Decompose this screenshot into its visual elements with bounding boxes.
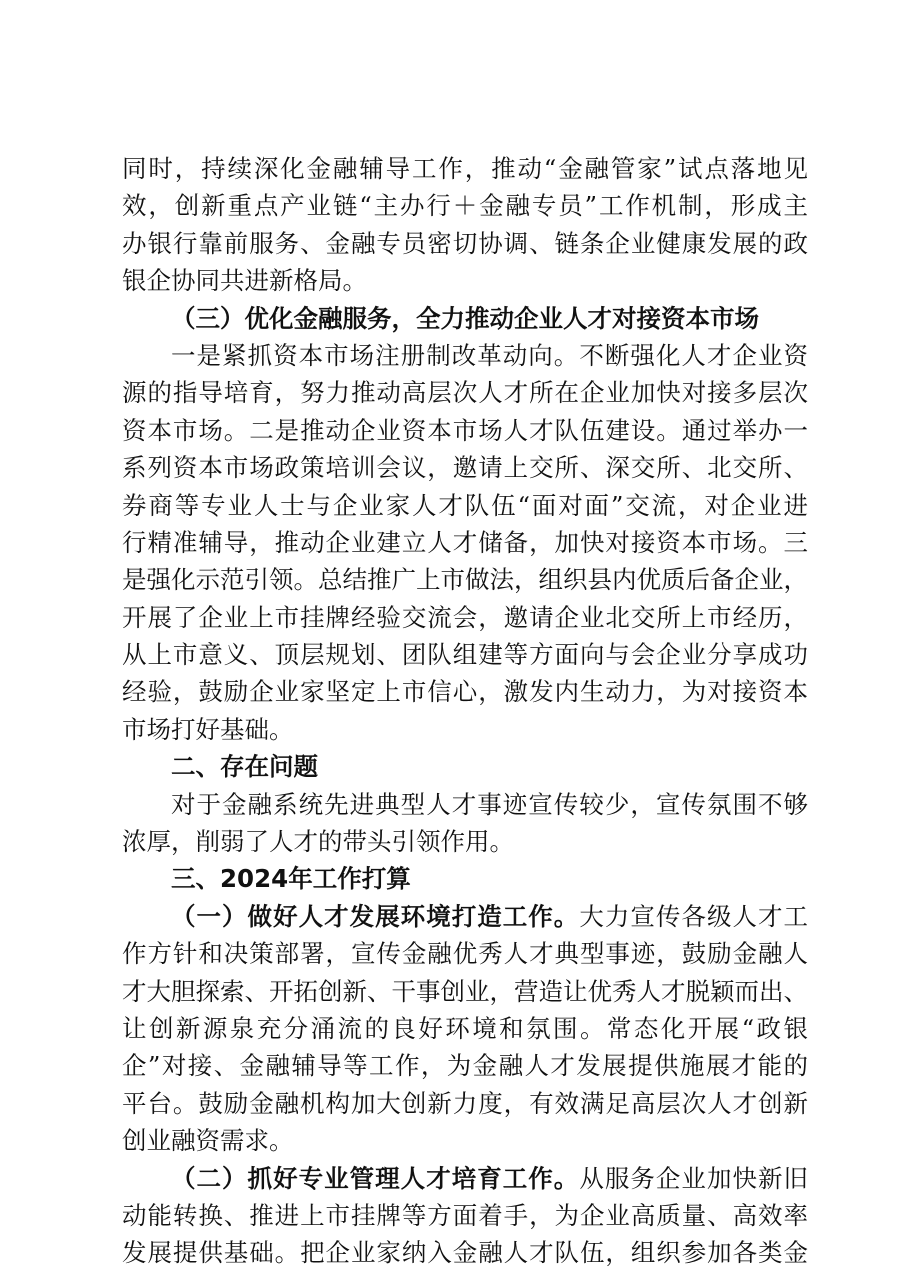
section-2-body <box>122 786 808 861</box>
text-line: 效，创新重点产业链“主办行＋金融专员”工作机制，形成主 <box>122 191 808 221</box>
subsection-3-heading: （三）优化金融服务，全力推动企业人才对接资本市场 <box>171 303 759 333</box>
text-line: 发展提供基础。把企业家纳入金融人才队伍，组织参加各类金 <box>122 1238 808 1268</box>
text-line: 开展了企业上市挂牌经验交流会，邀请企业北交所上市经历， <box>122 602 808 632</box>
plan-2-paragraph <box>122 1160 808 1272</box>
text-line: 券商等专业人士与企业家人才队伍“面对面”交流，对企业进 <box>122 490 808 520</box>
text-line: 让创新源泉充分涌流的良好环境和氛围。常态化开展“政银 <box>122 1013 808 1043</box>
text-line: 平台。鼓励金融机构加大创新力度，有效满足高层次人才创新 <box>122 1088 808 1118</box>
document-body <box>122 150 808 1272</box>
text-line: 银企协同共进新格局。 <box>122 266 367 296</box>
text-line: 浓厚，削弱了人才的带头引领作用。 <box>122 827 514 857</box>
text-line: 资本市场。二是推动企业资本市场人才队伍建设。通过举办一 <box>122 415 808 445</box>
plan-2-run-in-heading: （二）抓好专业管理人才培育工作。 <box>171 1163 580 1193</box>
text-line: 系列资本市场政策培训会议，邀请上交所、深交所、北交所、 <box>122 453 808 483</box>
text-line <box>122 1160 808 1197</box>
text-line: 源的指导培育，努力推动高层次人才所在企业加快对接多层次 <box>122 378 808 408</box>
plan-1-run-in-heading: （一）做好人才发展环境打造工作。 <box>171 901 580 931</box>
text-line: 经验，鼓励企业家坚定上市信心，激发内生动力，为对接资本 <box>122 677 808 707</box>
text-line: 同时，持续深化金融辅导工作，推动“金融管家”试点落地见 <box>122 154 808 183</box>
plan-1-first-line-text: 大力宣传各级人才工 <box>579 901 808 931</box>
text-line: 行精准辅导，推动企业建立人才储备，加快对接资本市场。三 <box>122 527 808 557</box>
text-line <box>122 898 808 935</box>
text-line: 创业融资需求。 <box>122 1126 294 1156</box>
plan-2-first-line-text: 从服务企业加快新旧 <box>579 1163 808 1193</box>
continuation-paragraph <box>122 150 808 300</box>
text-line: 才大胆探索、开拓创新、干事创业，营造让优秀人才脱颖而出、 <box>122 976 808 1006</box>
text-line: 办银行靠前服务、金融专员密切协调、链条企业健康发展的政 <box>122 228 808 258</box>
text-line: 对于金融系统先进典型人才事迹宣传较少，宣传氛围不够 <box>171 789 808 819</box>
section-2-heading: 二、存在问题 <box>171 752 318 782</box>
text-line: 一是紧抓资本市场注册制改革动向。不断强化人才企业资 <box>171 340 808 370</box>
text-line: 动能转换、推进上市挂牌等方面着手，为企业高质量、高效率 <box>122 1200 808 1230</box>
subsection-3-body <box>122 337 808 748</box>
text-line: 从上市意义、顶层规划、团队组建等方面向与会企业分享成功 <box>122 640 808 670</box>
plan-1-paragraph <box>122 898 808 1160</box>
section-3-heading: 三、2024年工作打算 <box>171 864 411 894</box>
text-line: 企”对接、金融辅导等工作，为金融人才发展提供施展才能的 <box>122 1051 808 1081</box>
text-line: 作方针和决策部署，宣传金融优秀人才典型事迹，鼓励金融人 <box>122 939 808 969</box>
text-line: 是强化示范引领。总结推广上市做法，组织县内优质后备企业， <box>122 565 808 595</box>
text-line: 市场打好基础。 <box>122 714 294 744</box>
